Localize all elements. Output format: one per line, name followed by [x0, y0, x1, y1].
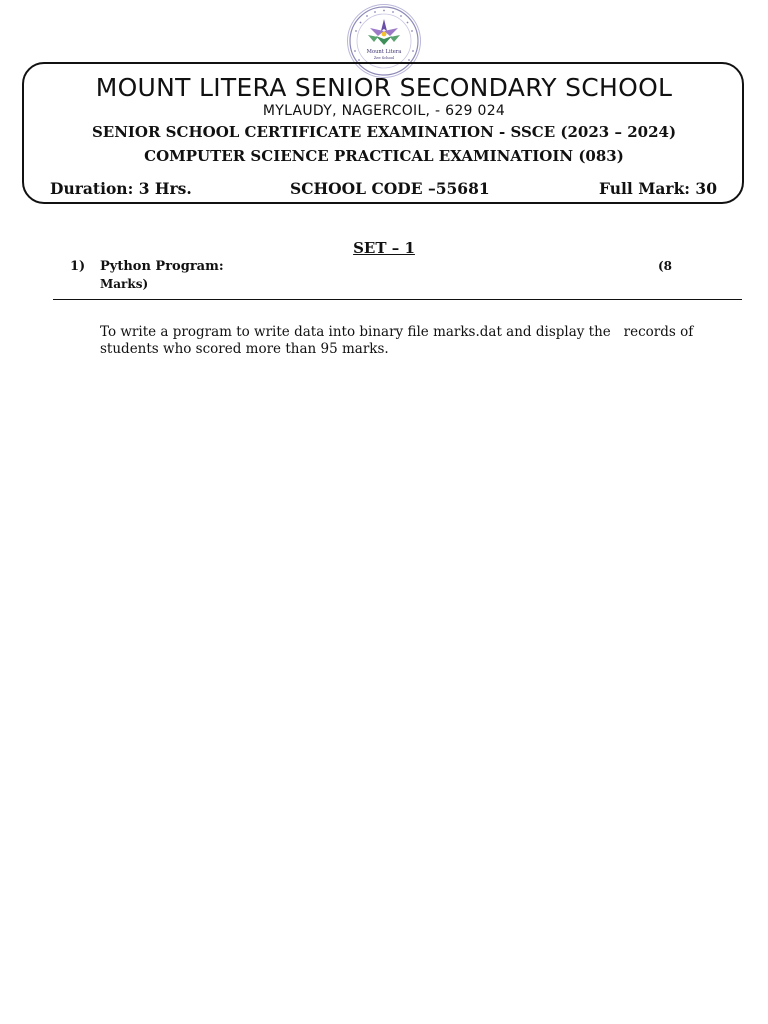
logo-name-line1: Mount Litera [366, 49, 402, 55]
subject-title: COMPUTER SCIENCE PRACTICAL EXAMINATIOIN (083) [144, 147, 624, 165]
exam-duration: Duration: 3 Hrs. [50, 179, 192, 198]
question-title: Python Program: [100, 259, 224, 274]
question-marks-open: (8 [658, 259, 673, 273]
school-name: MOUNT LITERA SENIOR SECONDARY SCHOOL [95, 73, 673, 102]
exam-title: SENIOR SCHOOL CERTIFICATE EXAMINATION - SSCE (2023 – 2024) [91, 123, 677, 141]
school-address: MYLAUDY, NAGERCOIL, - 629 024 [262, 103, 506, 119]
school-code: SCHOOL CODE –55681 [290, 179, 490, 198]
question-number: 1) [70, 259, 86, 274]
set-title: SET – 1 [353, 239, 415, 257]
logo-name-line2: Zee School [373, 56, 395, 60]
section-divider [53, 299, 742, 300]
question-text: To write a program to write data into binary file marks.dat and display the records of students who scored more than 95 marks. [100, 324, 698, 357]
full-mark: Full Mark: 30 [599, 179, 717, 198]
question-marks-close: Marks) [100, 277, 149, 291]
